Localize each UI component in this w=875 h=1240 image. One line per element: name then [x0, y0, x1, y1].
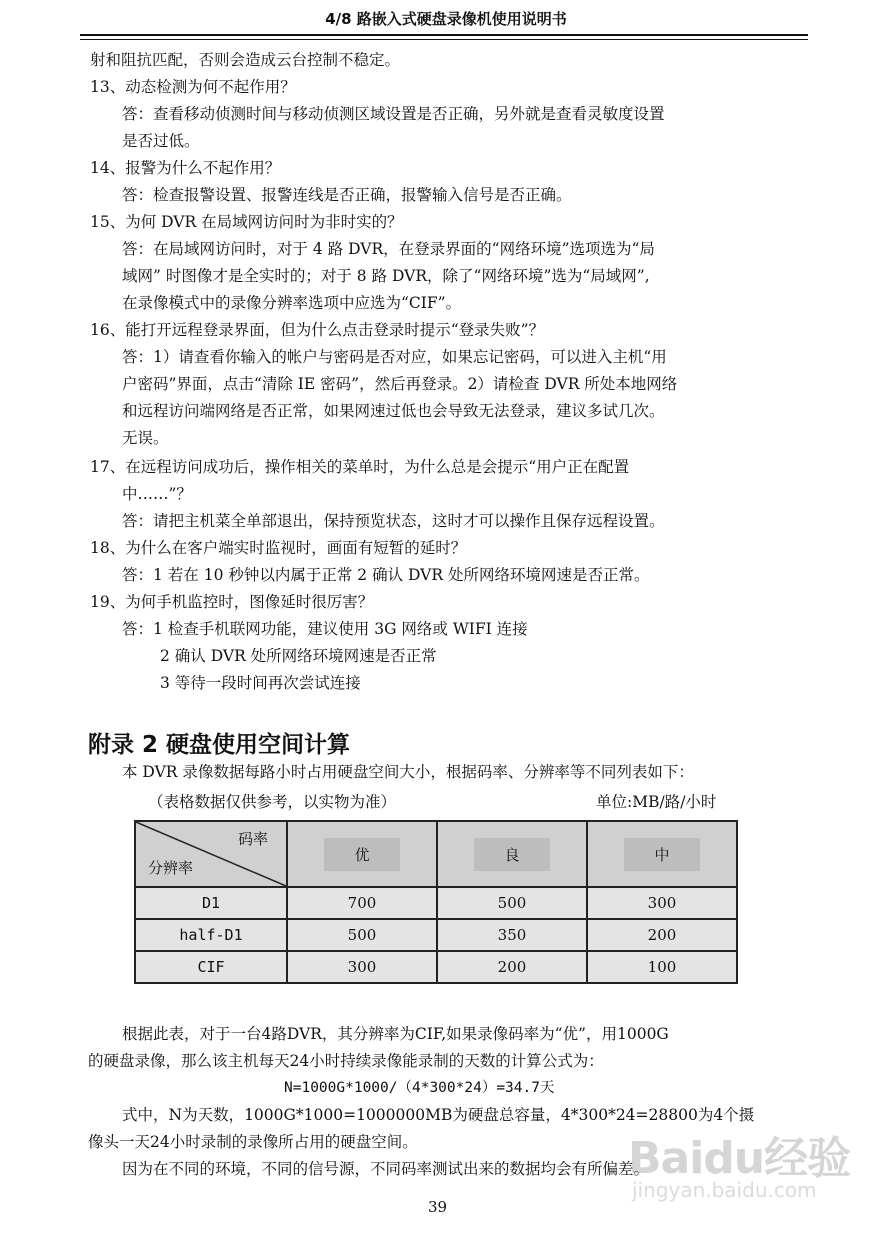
table-header-cell: 优 [287, 821, 437, 887]
answer-line: 2 确认 DVR 处所网络环境网速是否正常 [160, 647, 437, 665]
answer-line: 域网” 时图像才是全实时的；对于 8 路 DVR，除了“网络环境”选为“局域网”, [122, 267, 650, 285]
row-label: CIF [135, 951, 287, 983]
question-17: 17、在远程访问成功后，操作相关的菜单时，为什么总是会提示“用户正在配置 [90, 458, 630, 476]
answer-line: 答：请把主机菜全单部退出，保持预览状态，这时才可以操作且保存远程设置。 [122, 512, 665, 530]
table-cell: 500 [437, 887, 587, 919]
table-row [135, 887, 737, 919]
question-17-cont: 中……”？ [122, 485, 192, 503]
paragraph-line: 因为在不同的环境，不同的信号源，不同码率测试出来的数据均会有所偏差。 [122, 1160, 650, 1178]
page-number: 39 [427, 1198, 448, 1216]
table-note: （表格数据仅供参考，以实物为准） [148, 793, 397, 811]
table-cell: 350 [437, 919, 587, 951]
paragraph-line: 根据此表，对于一台4路DVR，其分辨率为CIF,如果录像码率为“优”，用1000G [122, 1025, 669, 1043]
answer-line: 答：检查报警设置、报警连线是否正确，报警输入信号是否正确。 [122, 186, 572, 204]
table-cell: 200 [587, 919, 737, 951]
table-header-row [135, 821, 737, 887]
question-18: 18、为什么在客户端实时监视时，画面有短暂的延时？ [90, 539, 467, 557]
baidu-watermark [628, 1120, 858, 1230]
table-header-cell: 良 [437, 821, 587, 887]
paragraph-line: 的硬盘录像，那么该主机每天24小时持续录像能录制的天数的计算公式为： [88, 1052, 604, 1070]
table-cell: 300 [287, 951, 437, 983]
table-corner-cell [135, 821, 287, 887]
answer-line: 是否过低。 [122, 132, 200, 150]
storage-table [134, 820, 738, 984]
formula: N=1000G*1000/（4*300*24）=34.7天 [284, 1080, 555, 1096]
running-header: 4/8 路嵌入式硬盘录像机使用说明书 [325, 10, 567, 28]
corner-label-bitrate: 码率 [237, 830, 268, 848]
question-16: 16、能打开远程登录界面，但为什么点击登录时提示“登录失败”？ [90, 321, 545, 339]
row-label: half-D1 [135, 919, 287, 951]
watermark-url: jingyan.baidu.com [632, 1178, 817, 1202]
table-row [135, 919, 737, 951]
appendix-intro: 本 DVR 录像数据每路小时占用硬盘空间大小，根据码率、分辨率等不同列表如下： [122, 763, 694, 781]
row-label: D1 [135, 887, 287, 919]
answer-line: 答：1 若在 10 秒钟以内属于正常 2 确认 DVR 处所网络环境网速是否正常。 [122, 566, 650, 584]
table-header-cell: 中 [587, 821, 737, 887]
answer-line: 答：在局域网访问时，对于 4 路 DVR，在登录界面的“网络环境”选项选为“局 [122, 240, 655, 258]
watermark-logo: Baidu经验 [628, 1133, 851, 1184]
table-cell: 100 [587, 951, 737, 983]
text-line: 射和阻抗匹配，否则会造成云台控制不稳定。 [90, 51, 401, 69]
table-cell: 200 [437, 951, 587, 983]
table-row [135, 951, 737, 983]
question-15: 15、为何 DVR 在局域网访问时为非时实的？ [90, 213, 403, 231]
table-unit: 单位:MB/路/小时 [596, 793, 717, 811]
paragraph-line: 像头一天24小时录制的录像所占用的硬盘空间。 [88, 1133, 418, 1151]
answer-line: 和远程访问端网络是否正常，如果网速过低也会导致无法登录，建议多试几次。 [122, 402, 665, 420]
header-rule-thick [80, 34, 808, 36]
answer-line: 答：1）请查看你输入的帐户与密码是否对应，如果忘记密码，可以进入主机“用 [122, 348, 667, 366]
question-13: 13、动态检测为何不起作用？ [90, 78, 296, 96]
answer-line: 答：查看移动侦测时间与移动侦测区域设置是否正确，另外就是查看灵敏度设置 [122, 105, 665, 123]
table-cell: 300 [587, 887, 737, 919]
answer-line: 户密码”界面，点击“清除 IE 密码”，然后再登录。2）请检查 DVR 所处本地网络 [122, 375, 678, 393]
table-cell: 500 [287, 919, 437, 951]
paragraph-line: 式中，N为天数，1000G*1000=1000000MB为硬盘总容量，4*300*24=28800为4个摄 [122, 1106, 755, 1124]
answer-line: 答：1 检查手机联网功能，建议使用 3G 网络或 WIFI 连接 [122, 620, 528, 638]
answer-line: 3 等待一段时间再次尝试连接 [160, 674, 361, 692]
table-cell: 700 [287, 887, 437, 919]
appendix-heading: 附录 2 硬盘使用空间计算 [88, 732, 351, 758]
answer-line: 在录像模式中的录像分辨率选项中应选为“CIF”。 [122, 294, 462, 312]
answer-line: 无误。 [122, 429, 169, 447]
header-rule-thin [80, 39, 808, 40]
corner-label-resolution: 分辨率 [148, 859, 194, 877]
question-14: 14、报警为什么不起作用？ [90, 159, 281, 177]
question-19: 19、为何手机监控时，图像延时很厉害？ [90, 593, 374, 611]
